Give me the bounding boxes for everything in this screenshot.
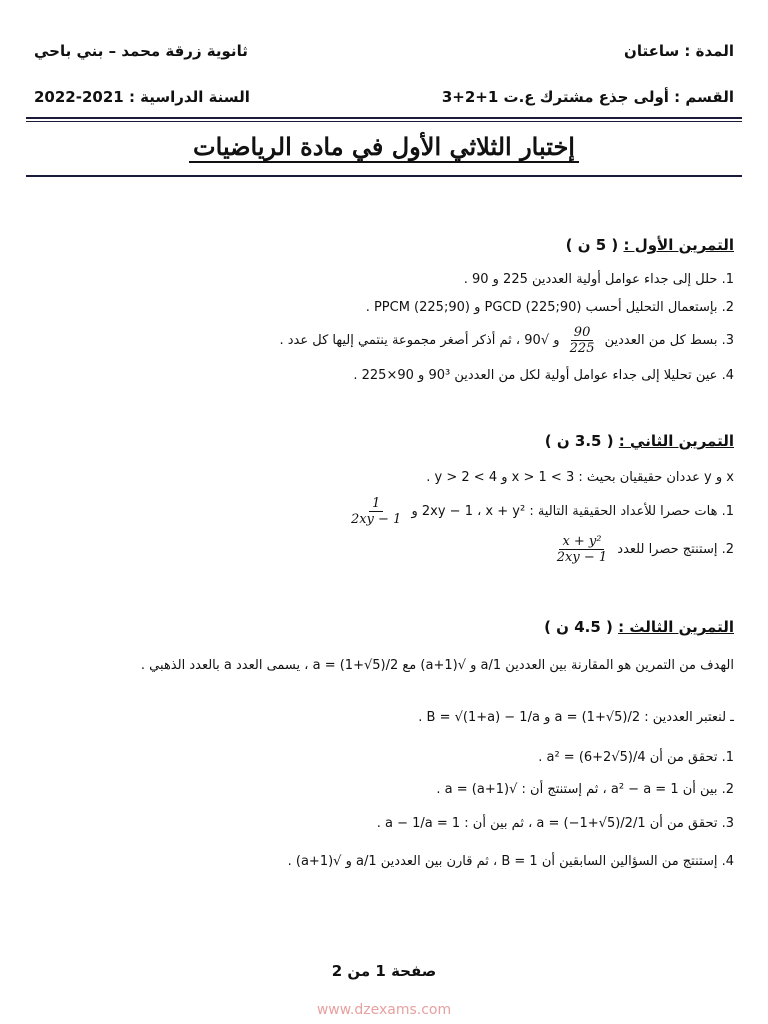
exercise-3-heading: التمرين الثالث : ( 4.5 ن ) [544,618,734,636]
exercise-3-intro: الهدف من التمرين هو المقارنة بين العددين 1/a و √(1+a) مع a = (1+√5)/2 ، يسمى العدد a بالعدد الذهبي . [140,658,734,673]
school-name: ثانوية زرقة محمد – بني باحي [34,42,248,60]
exercise-2-intro: x و y عددان حقيقيان بحيث : 3 > x > 1 و 4 > y > 2 . [426,470,734,485]
exercise-2-question-1: 1. هات حصرا للأعداد الحقيقية التالية : 2xy − 1 ، x + y² و $\frac{1}{2xy - 1}$ [34,496,734,527]
exercise-3-question-3: 3. تحقق من أن 1/a = (−1+√5)/2 ، ثم بين أن : a − 1/a = 1 . [376,816,734,831]
exercise-2-heading: التمرين الثاني : ( 3.5 ن ) [544,432,734,450]
fraction-90-225: $\frac{90}{225}$ [569,325,595,356]
fraction-x-plus-y2-over-2xy-minus-1: $\frac{\text{x + y²}}{2xy - 1}$ [556,534,608,565]
header-divider-bottom [26,175,742,177]
exercise-1-question-4: 4. عين تحليلا إلى جداء عوامل أولية لكل من العددين 90³ و 90×225 . [353,368,734,383]
exercise-3-consider: ـ لنعتبر العددين : a = (1+√5)/2 و B = √(1+a) − 1/a . [418,710,734,725]
exercise-1-question-1: 1. حلل إلى جداء عوامل أولية العددين 225 و 90 . [463,272,734,287]
duration: المدة : ساعتان [624,42,734,60]
exercise-1-question-2: 2. بإستعمال التحليل أحسب PGCD (225;90) و PPCM (225;90) . [365,300,734,315]
header-divider-top [26,117,742,119]
fraction-1-over-2xy-minus-1: $\frac{1}{2xy - 1}$ [350,496,402,527]
exercise-1-question-3: 3. بسط كل من العددين $\frac{90}{225}$ و √90 ، ثم أذكر أصغر مجموعة ينتمي إليها كل عدد . [279,325,734,356]
exercise-3-question-1: 1. تحقق من أن a² = (6+2√5)/4 . [538,750,734,765]
page-number: صفحة 1 من 2 [331,962,437,980]
school-year: السنة الدراسية : 2021-2022 [34,88,250,106]
class-label: القسم : أولى جذع مشترك ع.ت 1+2+3 [441,88,734,106]
exercise-3-question-4: 4. إستنتج من السؤالين السابقين أن B = 1 ، ثم قارن بين العددين 1/a و √(1+a) . [287,854,734,869]
exercise-3-question-2: 2. بين أن a² − a = 1 ، ثم إستنتج أن : √(1+a) = a . [436,782,734,797]
header-divider-top-thin [26,121,742,122]
exercise-2-question-2: 2. إستنتج حصرا للعدد $\frac{\text{x + y²}}{2xy - 1}$ [34,534,734,565]
exercise-1-heading: التمرين الأول : ( 5 ن ) [565,236,734,254]
watermark: www.dzexams.com [316,1002,452,1018]
page-title: إختبار الثلاثي الأول في مادة الرياضيات [0,132,768,161]
